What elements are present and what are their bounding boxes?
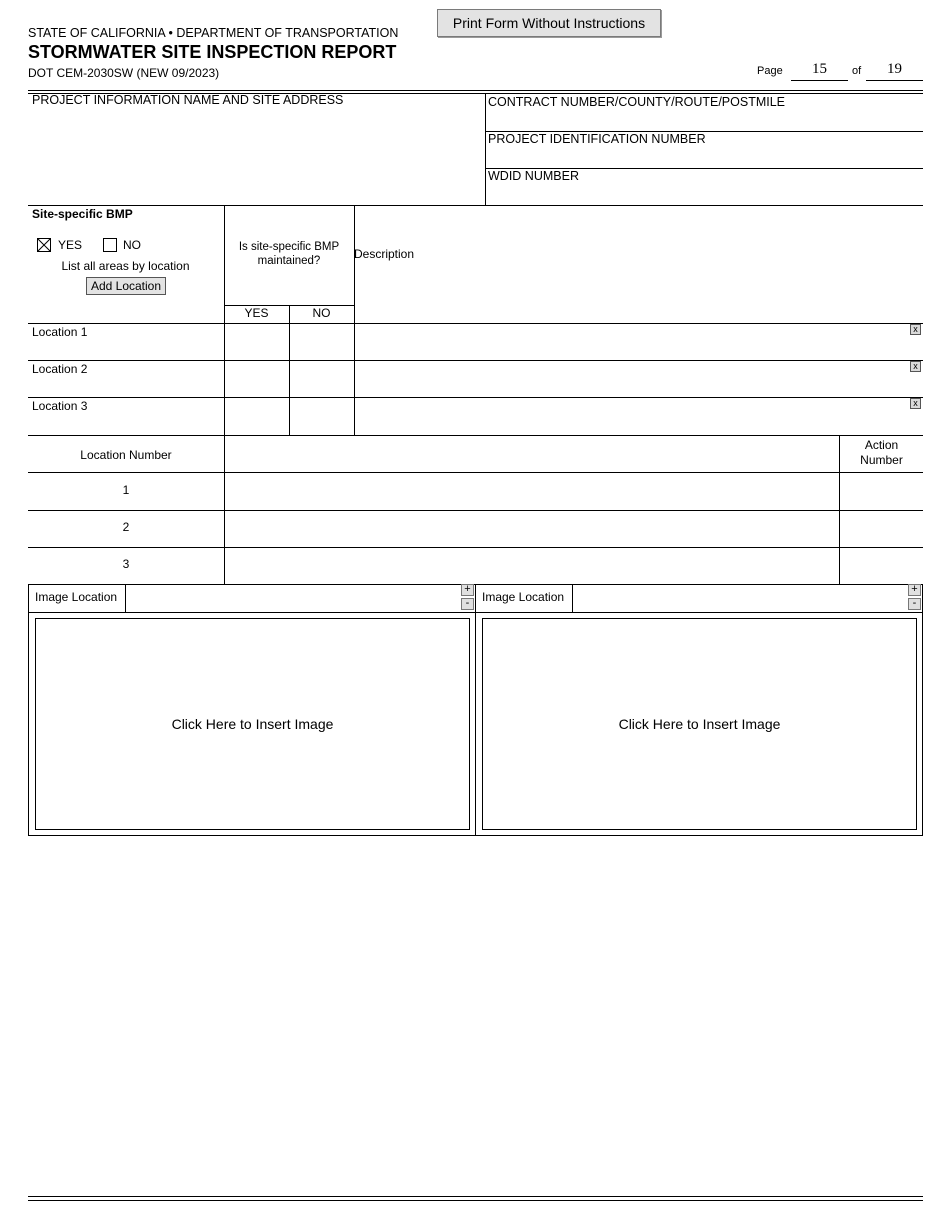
action-number-header (840, 438, 923, 468)
project-info-label: PROJECT INFORMATION NAME AND SITE ADDRESS (32, 93, 344, 107)
bmp-no-checkbox[interactable] (103, 238, 117, 252)
print-form-button[interactable]: Print Form Without Instructions (437, 9, 661, 37)
action-row-2-number-field[interactable] (840, 511, 922, 547)
image-left-minus-button[interactable]: - (461, 598, 474, 610)
bottom-rule (28, 1196, 923, 1197)
action-row-3-description-field[interactable] (225, 548, 838, 584)
location-label-3: Location 3 (32, 399, 88, 413)
location-1-yes-cell[interactable] (225, 324, 289, 360)
bmp-yes-label: YES (58, 238, 83, 252)
location-label-1: Location 1 (32, 325, 88, 339)
col-yes-label: YES (244, 306, 269, 320)
action-row-number-2: 2 (122, 520, 130, 534)
form-number: DOT CEM-2030SW (NEW 09/2023) (28, 66, 220, 80)
image-label-divider-left (125, 584, 126, 612)
maintained-question-line1: Is site-specific BMP (238, 241, 340, 253)
location-2-description-field[interactable] (355, 361, 905, 397)
form-title: STORMWATER SITE INSPECTION REPORT (28, 42, 397, 62)
col-no-label: NO (312, 306, 331, 320)
loc-bottom-rule (28, 435, 923, 436)
maintained-question-line2: maintained? (257, 255, 321, 267)
bmp-yes-checkbox[interactable] (37, 238, 51, 252)
location-1-no-cell[interactable] (290, 324, 354, 360)
check-x-icon (38, 239, 50, 251)
location-3-no-cell[interactable] (290, 398, 354, 434)
image-header-rule (28, 612, 923, 613)
maintained-question (226, 240, 352, 268)
page-total-field[interactable]: 19 (866, 61, 923, 81)
location-1-description-field[interactable] (355, 324, 905, 360)
image-divider (475, 584, 476, 836)
location-3-description-field[interactable] (355, 398, 905, 434)
image-left-plus-button[interactable]: + (461, 584, 474, 596)
project-bottom-rule (28, 205, 923, 206)
add-location-button[interactable]: Add Location (86, 277, 166, 295)
insert-image-right-text: Click Here to Insert Image (618, 716, 781, 732)
action-row-1-number-field[interactable] (840, 473, 922, 509)
location-2-yes-cell[interactable] (225, 361, 289, 397)
action-row-3-number-field[interactable] (840, 548, 922, 584)
wdid-field[interactable] (487, 184, 921, 204)
top-rule (28, 90, 923, 91)
location-2-no-cell[interactable] (290, 361, 354, 397)
image-location-label-right: Image Location (482, 590, 565, 604)
remove-location-3-button[interactable]: x (910, 398, 921, 409)
list-instruction: List all areas by location (61, 259, 190, 273)
action-row-number-1: 1 (122, 483, 130, 497)
image-right-minus-button[interactable]: - (908, 598, 921, 610)
remove-location-2-button[interactable]: x (910, 361, 921, 372)
of-label: of (852, 65, 862, 77)
bottom-rule-inner (28, 1200, 923, 1201)
location-label-2: Location 2 (32, 362, 88, 376)
action-number-line1: Action (864, 438, 899, 452)
bmp-no-label: NO (123, 238, 141, 252)
action-row-1-description-field[interactable] (225, 473, 838, 509)
image-label-divider-right (572, 584, 573, 612)
image-location-field-right[interactable] (574, 586, 904, 610)
insert-image-left[interactable] (35, 618, 470, 830)
page-current-field[interactable]: 15 (791, 61, 848, 81)
remove-location-1-button[interactable]: x (910, 324, 921, 335)
contract-number-label: CONTRACT NUMBER/COUNTY/ROUTE/POSTMILE (488, 95, 786, 109)
image-location-label-left: Image Location (35, 590, 118, 604)
project-id-field[interactable] (487, 147, 921, 167)
agency-name: STATE OF CALIFORNIA • DEPARTMENT OF TRANSPORTATION (28, 26, 399, 40)
location-3-yes-cell[interactable] (225, 398, 289, 434)
page-label: Page (757, 65, 783, 77)
action-row-number-3: 3 (122, 557, 130, 571)
insert-image-right[interactable] (482, 618, 917, 830)
description-label: Description (354, 247, 415, 261)
action-number-line2: Number (860, 453, 903, 467)
action-row-2-description-field[interactable] (225, 511, 838, 547)
project-id-label: PROJECT IDENTIFICATION NUMBER (488, 132, 706, 146)
image-right-plus-button[interactable]: + (908, 584, 921, 596)
bmp-section-label: Site-specific BMP (32, 207, 133, 221)
location-number-header: Location Number (80, 448, 172, 462)
project-divider (485, 93, 486, 205)
image-location-field-left[interactable] (127, 586, 457, 610)
contract-number-field[interactable] (487, 110, 921, 130)
wdid-label: WDID NUMBER (488, 169, 579, 183)
project-info-field[interactable] (30, 110, 482, 202)
insert-image-left-text: Click Here to Insert Image (171, 716, 334, 732)
